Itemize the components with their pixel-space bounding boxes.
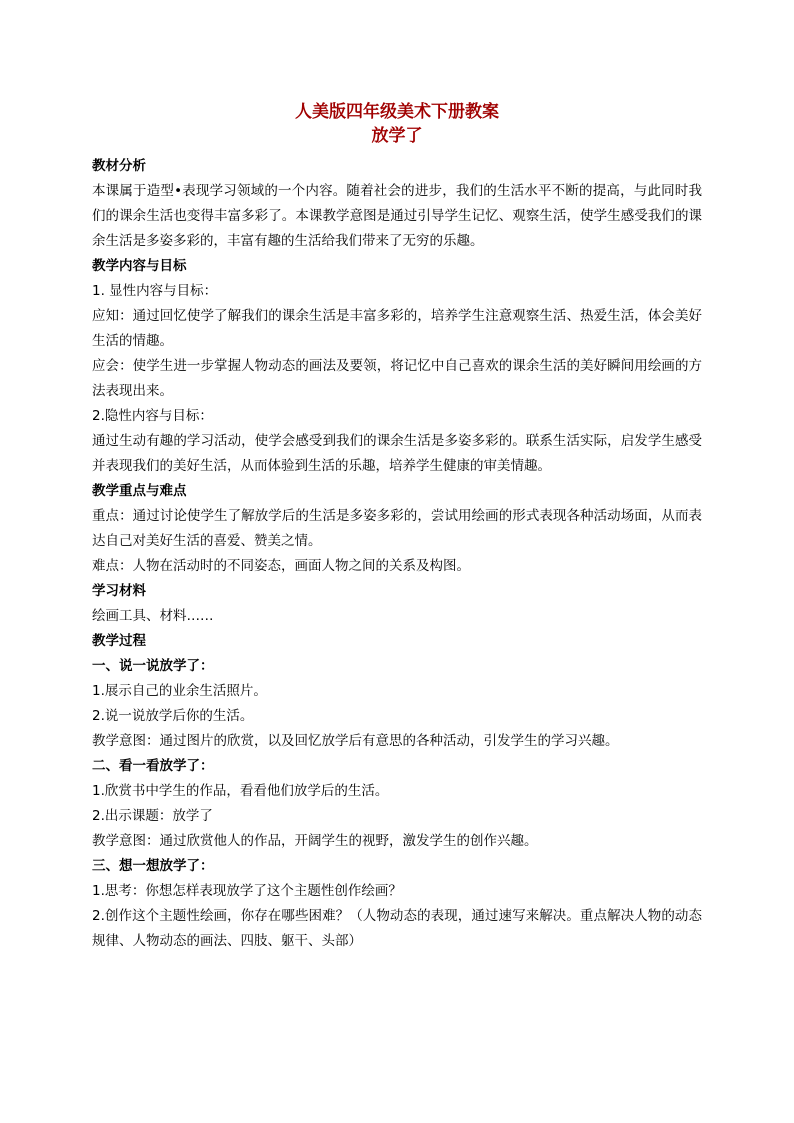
document-subtitle: 放学了 [371,126,423,146]
section-heading: 教学内容与目标 [92,258,187,274]
section-heading: 教学过程 [92,633,146,649]
paragraph: 应会：使学生进一步掌握人物动态的画法及要领，将记忆中自己喜欢的课余生活的美好瞬间用绘画的方法表现出来。 [92,358,702,399]
paragraph: 应知：通过回忆使学了解我们的课余生活是丰富多彩的，培养学生注意观察生活、热爱生活，体会美好生活的情趣。 [92,308,702,349]
paragraph: 绘画工具、材料…… [92,608,214,624]
step-heading: 一、说一说放学了： [92,658,214,674]
document-title: 人美版四年级美术下册教案 [295,102,499,122]
section-heading: 学习材料 [92,583,146,599]
paragraph: 本课属于造型•表现学习领域的一个内容。随着社会的进步，我们的生活水平不断的提高，与此同时我们的课余生活也变得丰富多彩了。本课教学意图是通过引导学生记忆、观察生活，使学生感受我们的课余生活是多姿多彩的，丰富有趣的生活给我们带来了无穷的乐趣。 [92,183,702,249]
paragraph: 教学意图：通过欣赏他人的作品，开阔学生的视野，激发学生的创作兴趣。 [92,833,538,849]
paragraph: 通过生动有趣的学习活动，使学会感受到我们的课余生活是多姿多彩的。联系生活实际，启发学生感受并表现我们的美好生活，从而体验到生活的乐趣，培养学生健康的审美情趣。 [92,433,702,474]
step-heading: 三、想一想放学了： [92,858,214,874]
paragraph: 重点：通过讨论使学生了解放学后的生活是多姿多彩的，尝试用绘画的形式表现各种活动场面，从而表达自己对美好生活的喜爱、赞美之情。 [92,508,702,549]
paragraph: 2.创作这个主题性绘画，你存在哪些困难？（人物动态的表现，通过速写来解决。重点解决人物的动态规律、人物动态的画法、四肢、躯干、头部） [92,908,702,949]
section-heading: 教学重点与难点 [92,483,187,499]
step-heading: 二、看一看放学了： [92,758,214,774]
paragraph: 1.欣赏书中学生的作品，看看他们放学后的生活。 [92,783,389,799]
paragraph: 1. 显性内容与目标： [92,283,218,299]
paragraph: 教学意图：通过图片的欣赏，以及回忆放学后有意思的各种活动，引发学生的学习兴趣。 [92,733,619,749]
paragraph: 2.说一说放学后你的生活。 [92,708,254,724]
paragraph: 1.思考：你想怎样表现放学了这个主题性创作绘画？ [92,883,402,899]
paragraph: 1.展示自己的业余生活照片。 [92,683,267,699]
section-heading: 教材分析 [92,158,146,174]
paragraph: 2.隐性内容与目标： [92,408,213,424]
document-page [92,100,702,954]
paragraph: 2.出示课题：放学了 [92,808,213,824]
paragraph: 难点：人物在活动时的不同姿态，画面人物之间的关系及构图。 [92,558,470,574]
